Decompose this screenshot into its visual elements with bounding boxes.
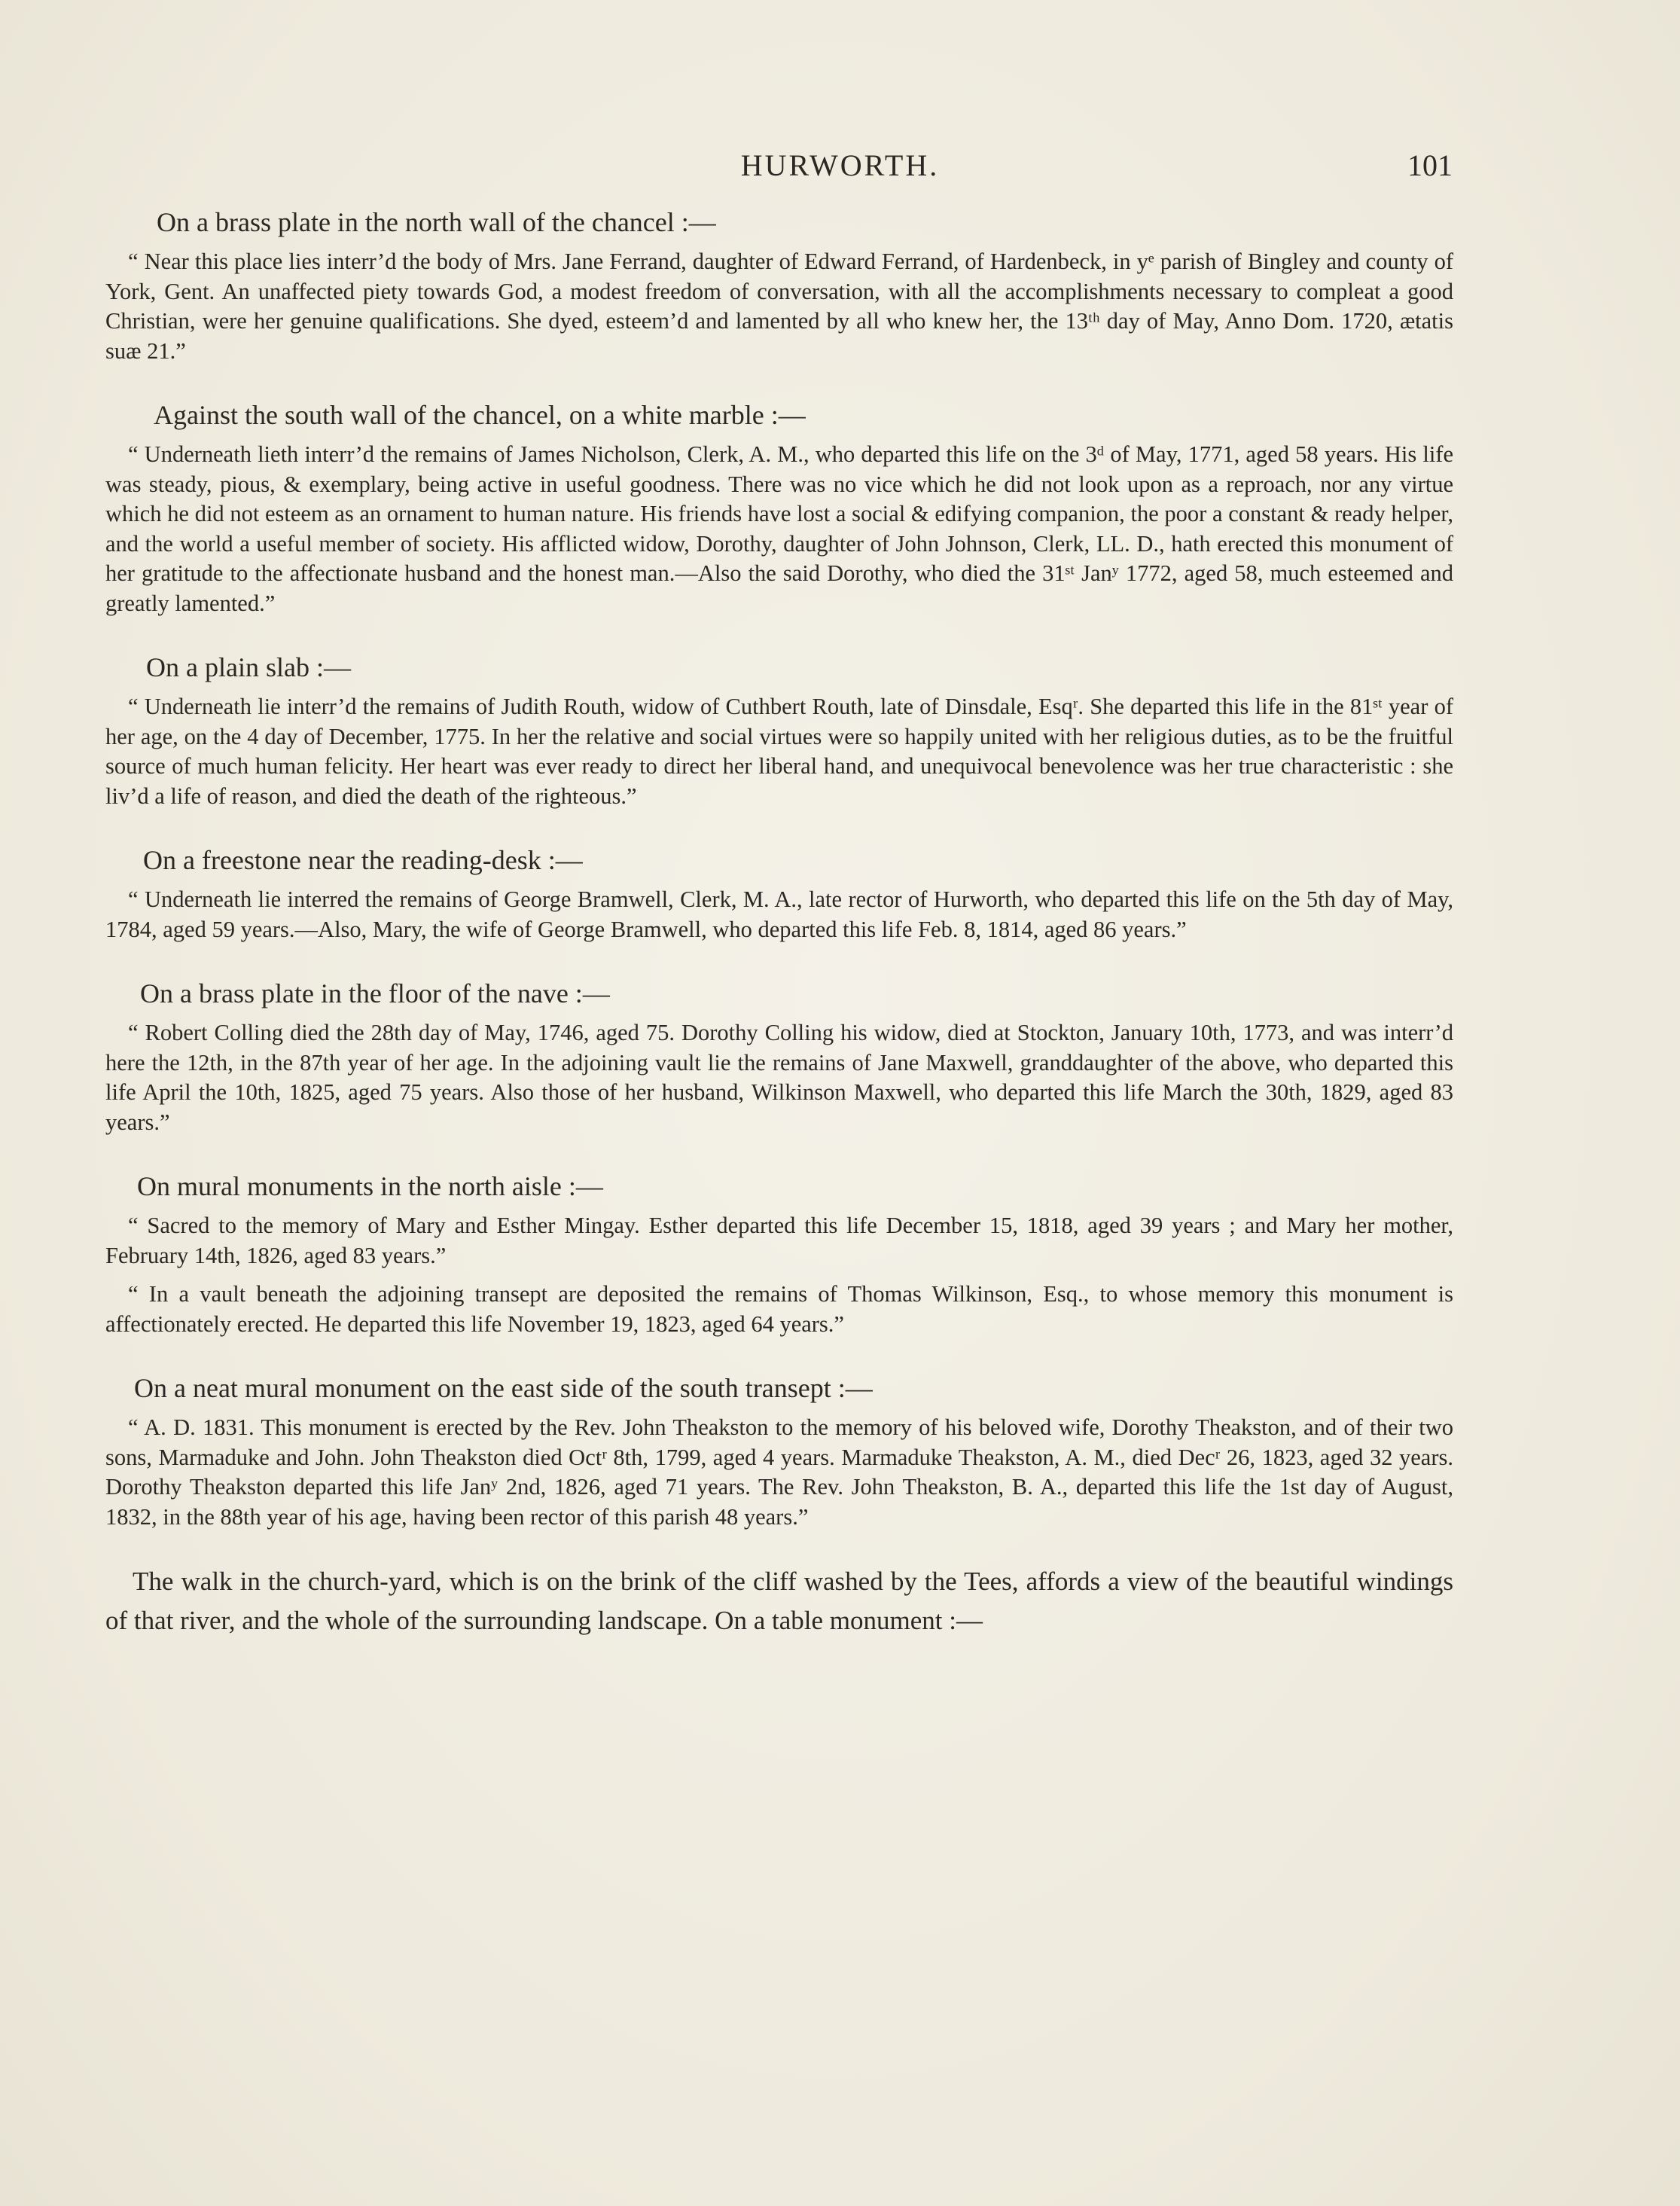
inscription-text: “ Sacred to the memory of Mary and Esther Mingay. Esther departed this life December 15, 1818, aged 39 years ; and Mary her mother, February 14th, 1826, aged 83 years.” bbox=[105, 1213, 1453, 1268]
inscription-heading: On a neat mural monument on the east side of the south transept :— bbox=[134, 1373, 873, 1403]
inscription-text: “ Underneath lie interred the remains of George Bramwell, Clerk, M. A., late rector of Hurworth, who departed this life on the 5th day of May, 1784, aged 59 years.—Also, Mary, the wife of George Bramwell, who departed this life Feb. 8, 1814, aged 86 years.” bbox=[105, 886, 1453, 942]
spacer bbox=[105, 1271, 1453, 1280]
inscription-text: “ Underneath lie interr’d the remains of Judith Routh, widow of Cuthbert Routh, late of Dinsdale, Esqʳ. She departed this life in the 81ˢᵗ year of her age, on the 4 day of December, 1775. In her the relative and social virtues were so happily united with her religious duties, as to be the fruitful source of much human felicity. Her heart was ever ready to direct her liberal hand, and unequivocal benevolence was her true characteristic : she liv’d a life of reason, and died the death of the righteous.” bbox=[105, 694, 1453, 809]
inscription-block bbox=[105, 648, 1453, 811]
inscription-text: “ A. D. 1831. This monument is erected by the Rev. John Theakston to the memory of his beloved wife, Dorothy Theakston, and of their two sons, Marmaduke and John. John Theakston died Octʳ 8th, 1799, aged 4 years. Marmaduke Theakston, A. M., died Decʳ 26, 1823, aged 32 years. Dorothy Theakston departed this life Janʸ 2nd, 1826, aged 71 years. The Rev. John Theakston, B. A., departed this life the 1st day of August, 1832, in the 88th year of his age, having been rector of this parish 48 years.” bbox=[105, 1414, 1453, 1530]
inscription-text: “ Robert Colling died the 28th day of May, 1746, aged 75. Dorothy Colling his widow, died at Stockton, January 10th, 1773, and was interr’d here the 12th, in the 87th year of her age. In the adjoining vault lie the remains of Jane Maxwell, granddaughter of the above, who departed this life April the 10th, 1825, aged 75 years. Also those of her husband, Wilkinson Maxwell, who departed this life March the 30th, 1829, aged 83 years.” bbox=[105, 1020, 1453, 1135]
page-number: 101 bbox=[1407, 148, 1453, 182]
inscription-block bbox=[105, 203, 1453, 366]
inscription-heading: On a plain slab :— bbox=[146, 652, 351, 682]
inscription-heading: On mural monuments in the north aisle :— bbox=[137, 1171, 603, 1201]
inscription-text: “ In a vault beneath the adjoining transept are deposited the remains of Thomas Wilkinson, Esq., to whose memory this monument is affectionately erected. He departed this life November 19, 1823, aged 64 years.” bbox=[105, 1281, 1453, 1337]
inscription-block bbox=[105, 396, 1453, 618]
inscription-heading: On a freestone near the reading-desk :— bbox=[143, 845, 583, 875]
inscription-block bbox=[105, 841, 1453, 944]
inscription-heading: Against the south wall of the chancel, on a white marble :— bbox=[154, 400, 806, 430]
page-body bbox=[105, 203, 1453, 1640]
inscription-block bbox=[105, 1369, 1453, 1532]
inscription-block bbox=[105, 1167, 1453, 1339]
closing-paragraph: The walk in the church-yard, which is on the brink of the cliff washed by the Tees, affords a view of the beautiful windings of that river, and the whole of the surrounding landscape. On a table monument :— bbox=[105, 1567, 1453, 1635]
inscription-heading: On a brass plate in the floor of the nave :— bbox=[140, 978, 610, 1008]
inscription-block bbox=[105, 975, 1453, 1137]
inscription-text: “ Near this place lies interr’d the body of Mrs. Jane Ferrand, daughter of Edward Ferrand, of Hardenbeck, in yᵉ parish of Bingley and county of York, Gent. An unaffected piety towards God, a modest freedom of conversation, with all the accomplishments necessary to compleat a good Christian, were her genuine qualifications. She dyed, esteem’d and lamented by all who knew her, the 13ᵗʰ day of May, Anno Dom. 1720, ætatis suæ 21.” bbox=[105, 249, 1453, 364]
running-head bbox=[0, 143, 1680, 188]
inscription-heading: On a brass plate in the north wall of the chancel :— bbox=[157, 207, 716, 237]
running-head-title: HURWORTH. bbox=[740, 148, 940, 182]
inscription-text: “ Underneath lieth interr’d the remains of James Nicholson, Clerk, A. M., who departed this life on the 3ᵈ of May, 1771, aged 58 years. His life was steady, pious, & exemplary, being active in useful goodness. There was no vice which he did not look upon as a reproach, nor any virtue which he did not esteem as an ornament to human nature. His friends have lost a social & edifying companion, the poor a constant & ready helper, and the world a useful member of society. His afflicted widow, Dorothy, daughter of John Johnson, Clerk, LL. D., hath erected this monument of her gratitude to the affectionate husband and the honest man.—Also the said Dorothy, who died the 31ˢᵗ Janʸ 1772, aged 58, much esteemed and greatly lamented.” bbox=[105, 441, 1453, 616]
